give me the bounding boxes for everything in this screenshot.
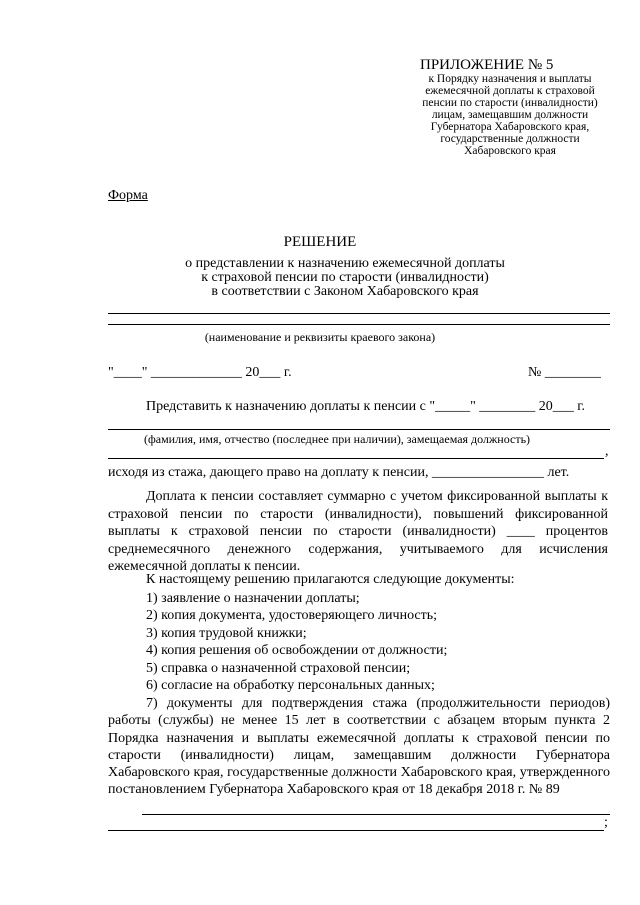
decision-subtitle (0, 257, 640, 299)
appendix-line: государственные должности (440, 133, 580, 145)
appendix-line: ежемесячной доплаты к страховой (425, 85, 595, 97)
item7-blank-field[interactable] (142, 814, 610, 815)
item7-blank-field-line2[interactable] (108, 830, 604, 831)
semicolon-mark: ; (604, 815, 608, 830)
comma-mark: , (605, 444, 609, 459)
documents-list (146, 590, 447, 694)
form-label: Форма (108, 188, 148, 203)
list-item: 5) справка о назначенной страховой пенсии; (146, 660, 411, 676)
list-item: 6) согласие на обработку персональных данных; (146, 678, 435, 694)
appendix-line: лицам, замещавшим должности (431, 109, 589, 121)
appendix-subtitle (395, 73, 625, 157)
list-item: 2) копия документа, удостоверяющего личность; (146, 608, 438, 624)
document-item-7: 7) документы для подтверждения стажа (продолжительности периодов) работы (службы) не менее 15 лет в соответствии с абзацем вторым пункта 2 Порядка назначения и выплаты ежемесячной доплаты к страховой пенсии по старости (инвалидности) лицам, замещавшим должности Губернатора Хабаровского края, государственные должности Хабаровского края, утвержденного постановлением Губернатора Хабаровского края от 18 декабря 2018 г. № 89 (108, 696, 610, 798)
appendix-title: ПРИЛОЖЕНИЕ № 5 (420, 57, 554, 73)
list-item: 3) копия трудовой книжки; (146, 625, 307, 641)
list-item: 4) копия решения об освобождении от должности; (146, 643, 448, 659)
attached-intro: К настоящему решению прилагаются следующие документы: (146, 572, 515, 587)
appendix-line: Хабаровского края (464, 145, 556, 157)
name-caption: (фамилия, имя, отчество (последнее при наличии), замещаемая должность) (143, 432, 531, 446)
present-line: Представить к назначению доплаты к пенсии с "_____" ________ 20___ г. (146, 399, 585, 414)
appendix-line: Губернатора Хабаровского края, (430, 121, 590, 133)
subtitle-line: о представлении к назначению ежемесячной доплаты (185, 256, 505, 271)
subtitle-line: к страховой пенсии по старости (инвалидности) (201, 270, 489, 285)
list-item: 1) заявление о назначении доплаты; (146, 591, 360, 606)
law-name-field-line2[interactable] (108, 324, 610, 325)
appendix-line: пенсии по старости (инвалидности) (422, 97, 598, 109)
name-position-field[interactable] (108, 429, 610, 430)
law-caption: (наименование и реквизиты краевого закона) (204, 330, 436, 344)
decision-title: РЕШЕНИЕ (283, 234, 357, 250)
subtitle-line: в соответствии с Законом Хабаровского края (211, 284, 479, 299)
appendix-line: к Порядку назначения и выплаты (428, 73, 592, 85)
date-field[interactable]: "____" _____________ 20___ г. (108, 365, 292, 380)
supplement-paragraph: Доплата к пенсии составляет суммарно с учетом фиксированной выплаты к страховой пенсии по старости (инвалидности), повышений фиксированной выплаты к страховой пенсии по старости (инвалидности) ____ процентов среднемесячного денежного содержания, учитываемого для исчисления ежемесячной доплаты к пенсии. (108, 489, 608, 574)
number-field[interactable]: № ________ (528, 365, 601, 380)
law-name-field[interactable] (108, 313, 610, 314)
seniority-line: исходя из стажа, дающего право на доплату к пенсии, ________________ лет. (108, 465, 570, 480)
name-position-field-line2[interactable] (108, 458, 604, 459)
